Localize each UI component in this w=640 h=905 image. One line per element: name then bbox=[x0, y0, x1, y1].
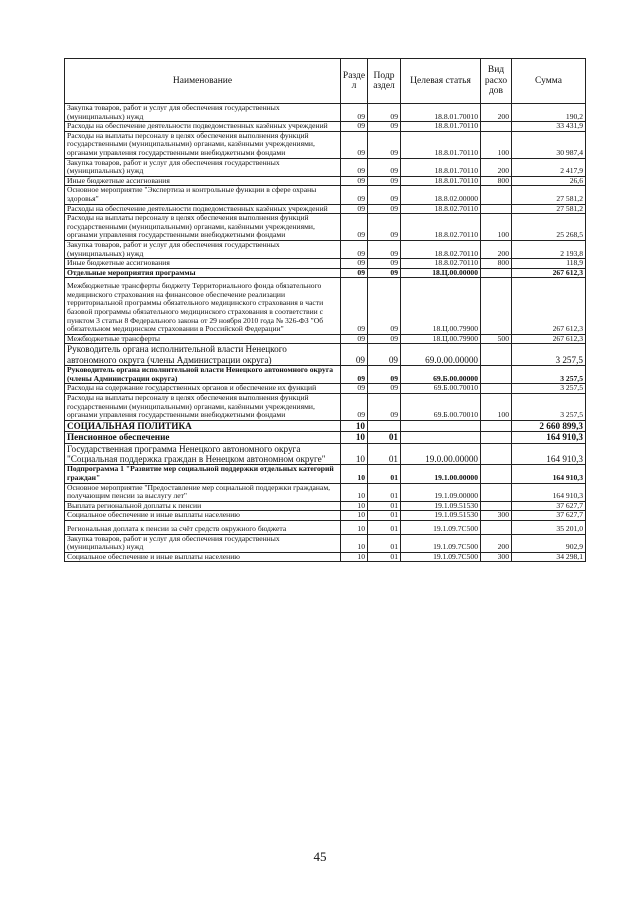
cell-expense-type bbox=[481, 483, 512, 501]
cell-subsection: 01 bbox=[368, 511, 401, 521]
cell-name: Социальное обеспечение и иные выплаты населению bbox=[65, 552, 341, 562]
cell-target-article: 19.1.09.7С500 bbox=[401, 552, 481, 562]
cell-sum: 27 581,2 bbox=[512, 204, 586, 214]
cell-subsection: 09 bbox=[368, 259, 401, 269]
cell-target-article: 18.8.02.70110 bbox=[401, 214, 481, 241]
cell-subsection: 09 bbox=[368, 366, 401, 384]
cell-name: Иные бюджетные ассигнования bbox=[65, 176, 341, 186]
cell-sum: 3 257,5 bbox=[512, 384, 586, 394]
cell-section: 09 bbox=[341, 176, 368, 186]
table-row bbox=[65, 521, 586, 535]
cell-name: Расходы на выплаты персоналу в целях обеспечения выполнения функций государственными (муниципальными) органами, казёнными учреждениями, органами управления государственными внебюджетными фондами bbox=[65, 214, 341, 241]
cell-name: Расходы на содержание государственных органов и обеспечение их функций bbox=[65, 384, 341, 394]
cell-subsection: 09 bbox=[368, 122, 401, 132]
cell-name: Межбюджетные трансферты бюджету Территориального фонда обязательного медицинского страхования на финансовое обеспечение реализации территориальной программы обязательного медицинского страхования в части базовой программы обязательного медицинского страхования в соответствии с пунктом 3 статьи 8 Федерального закона от 29 ноября 2010 года № 326-ФЗ "Об обязательном медицинском страховании в Российской Федерации" bbox=[65, 278, 341, 335]
cell-subsection: 09 bbox=[368, 104, 401, 122]
cell-name: Руководитель органа исполнительной власти Ненецкого автономного округа (члены Администрации округа) bbox=[65, 344, 341, 366]
cell-expense-type bbox=[481, 344, 512, 366]
table-row bbox=[65, 483, 586, 501]
cell-expense-type bbox=[481, 384, 512, 394]
cell-expense-type bbox=[481, 186, 512, 204]
cell-section: 09 bbox=[341, 158, 368, 176]
cell-target-article bbox=[401, 432, 481, 443]
cell-sum: 267 612,3 bbox=[512, 278, 586, 335]
cell-section: 09 bbox=[341, 394, 368, 421]
cell-sum: 35 201,0 bbox=[512, 521, 586, 535]
table-row bbox=[65, 420, 586, 431]
cell-sum: 902,9 bbox=[512, 534, 586, 552]
cell-expense-type: 200 bbox=[481, 240, 512, 258]
cell-subsection: 09 bbox=[368, 204, 401, 214]
table-row bbox=[65, 268, 586, 278]
cell-subsection: 01 bbox=[368, 432, 401, 443]
cell-expense-type bbox=[481, 278, 512, 335]
cell-target-article: 18.8.01.70010 bbox=[401, 104, 481, 122]
cell-target-article: 19.1.09.00000 bbox=[401, 483, 481, 501]
cell-subsection: 01 bbox=[368, 521, 401, 535]
cell-subsection: 09 bbox=[368, 334, 401, 344]
cell-section: 09 bbox=[341, 186, 368, 204]
cell-expense-type: 200 bbox=[481, 104, 512, 122]
cell-name: Основное мероприятие "Экспертиза и контрольные функции в сфере охраны здоровья" bbox=[65, 186, 341, 204]
cell-section: 10 bbox=[341, 511, 368, 521]
cell-target-article bbox=[401, 420, 481, 431]
table-row bbox=[65, 278, 586, 335]
cell-target-article: 69.Б.00.00000 bbox=[401, 366, 481, 384]
cell-expense-type bbox=[481, 122, 512, 132]
cell-target-article: 18.8.02.70110 bbox=[401, 204, 481, 214]
cell-section: 09 bbox=[341, 131, 368, 158]
cell-expense-type bbox=[481, 521, 512, 535]
cell-name: Расходы на выплаты персоналу в целях обеспечения выполнения функций государственными (муниципальными) органами, казёнными учреждениями, органами управления государственными внебюджетными фондами bbox=[65, 394, 341, 421]
cell-expense-type: 100 bbox=[481, 394, 512, 421]
cell-target-article: 18.8.02.00000 bbox=[401, 186, 481, 204]
cell-section: 10 bbox=[341, 432, 368, 443]
cell-sum: 164 910,3 bbox=[512, 443, 586, 465]
cell-name: Руководитель органа исполнительной власти Ненецкого автономного округа (члены Администрации округа) bbox=[65, 366, 341, 384]
cell-target-article: 18.8.01.70110 bbox=[401, 131, 481, 158]
cell-subsection: 01 bbox=[368, 465, 401, 483]
cell-target-article: 19.1.09.51530 bbox=[401, 511, 481, 521]
cell-target-article: 18.8.01.70110 bbox=[401, 158, 481, 176]
cell-subsection: 01 bbox=[368, 483, 401, 501]
table-header-row bbox=[65, 59, 586, 104]
cell-sum: 34 298,1 bbox=[512, 552, 586, 562]
cell-name: Государственная программа Ненецкого автономного округа "Социальная поддержка граждан в Ненецком автономном округе" bbox=[65, 443, 341, 465]
cell-expense-type bbox=[481, 268, 512, 278]
table-row bbox=[65, 552, 586, 562]
table-row bbox=[65, 432, 586, 443]
cell-sum: 267 612,3 bbox=[512, 268, 586, 278]
cell-expense-type: 100 bbox=[481, 131, 512, 158]
cell-expense-type bbox=[481, 443, 512, 465]
cell-sum: 2 660 899,3 bbox=[512, 420, 586, 431]
cell-target-article: 18.8.01.70110 bbox=[401, 176, 481, 186]
cell-expense-type: 100 bbox=[481, 214, 512, 241]
header-subsection: Подр аздел bbox=[368, 59, 401, 104]
cell-expense-type bbox=[481, 465, 512, 483]
header-name: Наименование bbox=[65, 59, 341, 104]
cell-section: 09 bbox=[341, 214, 368, 241]
header-section: Разде л bbox=[341, 59, 368, 104]
cell-name: Закупка товаров, работ и услуг для обеспечения государственных (муниципальных) нужд bbox=[65, 104, 341, 122]
table-row bbox=[65, 131, 586, 158]
cell-sum: 25 268,5 bbox=[512, 214, 586, 241]
cell-sum: 33 431,9 bbox=[512, 122, 586, 132]
cell-sum: 267 612,3 bbox=[512, 334, 586, 344]
cell-sum: 164 910,3 bbox=[512, 432, 586, 443]
cell-sum: 30 987,4 bbox=[512, 131, 586, 158]
cell-target-article: 18.8.01.70110 bbox=[401, 122, 481, 132]
cell-name: Закупка товаров, работ и услуг для обеспечения государственных (муниципальных) нужд bbox=[65, 158, 341, 176]
cell-section: 09 bbox=[341, 384, 368, 394]
page-number: 45 bbox=[313, 849, 327, 864]
cell-name: Иные бюджетные ассигнования bbox=[65, 259, 341, 269]
cell-sum: 3 257,5 bbox=[512, 394, 586, 421]
cell-sum: 190,2 bbox=[512, 104, 586, 122]
table-row bbox=[65, 104, 586, 122]
cell-name: Расходы на выплаты персоналу в целях обеспечения выполнения функций государственными (муниципальными) органами, казёнными учреждениями, органами управления государственными внебюджетными фондами bbox=[65, 131, 341, 158]
cell-subsection: 09 bbox=[368, 158, 401, 176]
cell-subsection: 09 bbox=[368, 176, 401, 186]
table-row bbox=[65, 344, 586, 366]
table-row bbox=[65, 465, 586, 483]
table-row bbox=[65, 122, 586, 132]
table-row bbox=[65, 240, 586, 258]
cell-sum: 164 910,3 bbox=[512, 483, 586, 501]
cell-sum: 37 627,7 bbox=[512, 501, 586, 511]
cell-expense-type bbox=[481, 420, 512, 431]
cell-sum: 3 257,5 bbox=[512, 344, 586, 366]
cell-target-article: 18.Ц.00.79900 bbox=[401, 334, 481, 344]
cell-name: Закупка товаров, работ и услуг для обеспечения государственных (муниципальных) нужд bbox=[65, 534, 341, 552]
cell-subsection: 09 bbox=[368, 131, 401, 158]
cell-subsection: 09 bbox=[368, 384, 401, 394]
cell-section: 09 bbox=[341, 344, 368, 366]
table-row bbox=[65, 366, 586, 384]
header-sum: Сумма bbox=[512, 59, 586, 104]
cell-subsection: 09 bbox=[368, 344, 401, 366]
cell-name: Закупка товаров, работ и услуг для обеспечения государственных (муниципальных) нужд bbox=[65, 240, 341, 258]
cell-name: Расходы на обеспечение деятельности подведомственных казённых учреждений bbox=[65, 204, 341, 214]
cell-expense-type bbox=[481, 432, 512, 443]
cell-target-article: 18.Ц.00.00000 bbox=[401, 268, 481, 278]
cell-section: 09 bbox=[341, 334, 368, 344]
cell-name: Подпрограмма 1 "Развитие мер социальной поддержки отдельных категорий граждан" bbox=[65, 465, 341, 483]
cell-name: Расходы на обеспечение деятельности подведомственных казённых учреждений bbox=[65, 122, 341, 132]
cell-name: Основное мероприятие "Предоставление мер социальной поддержки гражданам, получающим пенсии за выслугу лет" bbox=[65, 483, 341, 501]
cell-target-article: 18.8.02.70110 bbox=[401, 259, 481, 269]
table-row bbox=[65, 186, 586, 204]
header-target-article: Целевая статья bbox=[401, 59, 481, 104]
cell-section: 09 bbox=[341, 366, 368, 384]
cell-expense-type bbox=[481, 366, 512, 384]
cell-target-article: 69.Б.00.70010 bbox=[401, 394, 481, 421]
cell-expense-type bbox=[481, 204, 512, 214]
cell-section: 10 bbox=[341, 521, 368, 535]
cell-sum: 164 910,3 bbox=[512, 465, 586, 483]
cell-section: 10 bbox=[341, 483, 368, 501]
table-row bbox=[65, 259, 586, 269]
cell-subsection: 09 bbox=[368, 268, 401, 278]
cell-target-article: 69.0.00.00000 bbox=[401, 344, 481, 366]
cell-section: 09 bbox=[341, 268, 368, 278]
cell-target-article: 69.Б.00.70010 bbox=[401, 384, 481, 394]
cell-section: 09 bbox=[341, 278, 368, 335]
cell-section: 10 bbox=[341, 552, 368, 562]
cell-sum: 2 193,8 bbox=[512, 240, 586, 258]
table-row bbox=[65, 511, 586, 521]
cell-section: 09 bbox=[341, 204, 368, 214]
cell-name: Региональная доплата к пенсии за счёт средств окружного бюджета bbox=[65, 521, 341, 535]
cell-expense-type: 500 bbox=[481, 334, 512, 344]
table-row bbox=[65, 394, 586, 421]
cell-subsection: 09 bbox=[368, 240, 401, 258]
cell-sum: 26,6 bbox=[512, 176, 586, 186]
cell-subsection: 01 bbox=[368, 552, 401, 562]
cell-subsection: 01 bbox=[368, 501, 401, 511]
cell-section: 09 bbox=[341, 122, 368, 132]
cell-section: 10 bbox=[341, 501, 368, 511]
table-body bbox=[65, 104, 586, 562]
cell-section: 09 bbox=[341, 259, 368, 269]
cell-sum: 2 417,9 bbox=[512, 158, 586, 176]
cell-expense-type: 800 bbox=[481, 259, 512, 269]
cell-target-article: 19.1.09.7С500 bbox=[401, 534, 481, 552]
cell-name: Социальное обеспечение и иные выплаты населению bbox=[65, 511, 341, 521]
cell-expense-type: 800 bbox=[481, 176, 512, 186]
header-expense-type: Вид расхо дов bbox=[481, 59, 512, 104]
cell-target-article: 19.0.00.00000 bbox=[401, 443, 481, 465]
cell-target-article: 18.8.02.70110 bbox=[401, 240, 481, 258]
cell-sum: 37 627,7 bbox=[512, 511, 586, 521]
budget-table bbox=[64, 58, 586, 562]
cell-section: 10 bbox=[341, 465, 368, 483]
cell-subsection: 01 bbox=[368, 534, 401, 552]
cell-target-article: 19.1.00.00000 bbox=[401, 465, 481, 483]
cell-section: 10 bbox=[341, 443, 368, 465]
cell-name: СОЦИАЛЬНАЯ ПОЛИТИКА bbox=[65, 420, 341, 431]
cell-subsection: 09 bbox=[368, 394, 401, 421]
cell-section: 10 bbox=[341, 534, 368, 552]
table-row bbox=[65, 158, 586, 176]
cell-subsection bbox=[368, 420, 401, 431]
table-row bbox=[65, 443, 586, 465]
table-row bbox=[65, 334, 586, 344]
cell-section: 10 bbox=[341, 420, 368, 431]
cell-target-article: 19.1.09.7С500 bbox=[401, 521, 481, 535]
cell-expense-type: 200 bbox=[481, 158, 512, 176]
cell-name: Выплата региональной доплаты к пенсии bbox=[65, 501, 341, 511]
cell-expense-type: 200 bbox=[481, 534, 512, 552]
cell-subsection: 09 bbox=[368, 278, 401, 335]
table-row bbox=[65, 214, 586, 241]
cell-target-article: 18.Ц.00.79900 bbox=[401, 278, 481, 335]
cell-subsection: 01 bbox=[368, 443, 401, 465]
cell-subsection: 09 bbox=[368, 186, 401, 204]
cell-expense-type: 300 bbox=[481, 552, 512, 562]
cell-name: Отдельные мероприятия программы bbox=[65, 268, 341, 278]
cell-section: 09 bbox=[341, 104, 368, 122]
cell-subsection: 09 bbox=[368, 214, 401, 241]
cell-expense-type: 300 bbox=[481, 511, 512, 521]
cell-section: 09 bbox=[341, 240, 368, 258]
cell-name: Пенсионное обеспечение bbox=[65, 432, 341, 443]
cell-sum: 3 257,5 bbox=[512, 366, 586, 384]
table-row bbox=[65, 534, 586, 552]
cell-target-article: 19.1.09.51530 bbox=[401, 501, 481, 511]
cell-sum: 27 581,2 bbox=[512, 186, 586, 204]
cell-sum: 118,9 bbox=[512, 259, 586, 269]
cell-name: Межбюджетные трансферты bbox=[65, 334, 341, 344]
